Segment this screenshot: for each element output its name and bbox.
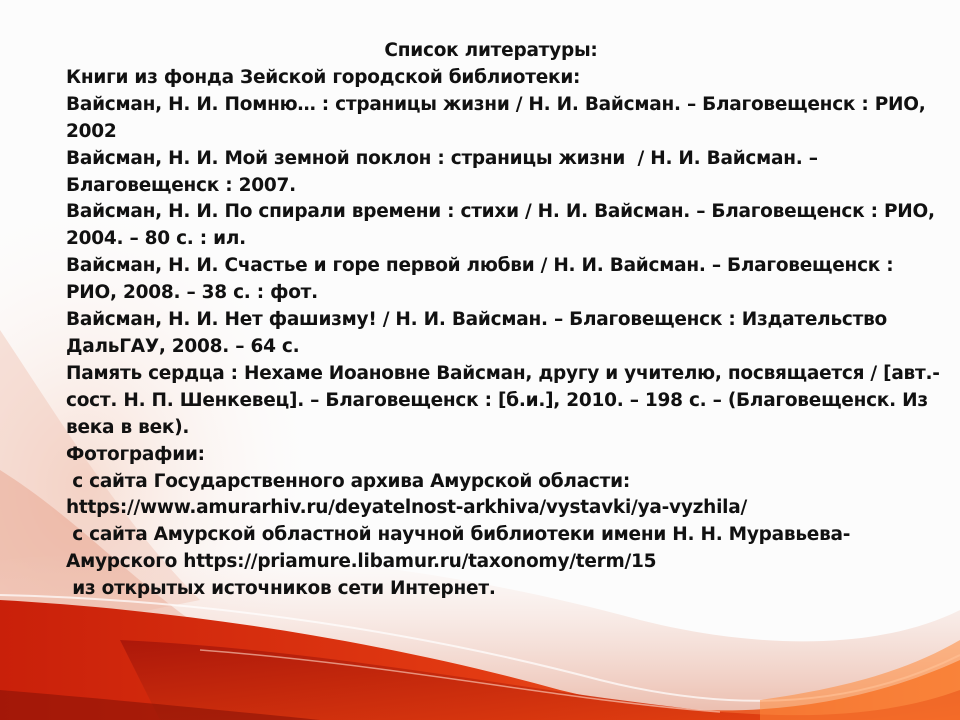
section-heading-books: Книги из фонда Зейской городской библиотеки: bbox=[66, 66, 581, 88]
bibliography-title: Список литературы: bbox=[384, 40, 598, 61]
reference-entry: Память сердца : Нехаме Иоановне Вайсман, другу и учителю, посвящается / [авт.-сост. Н. П. Шенкевец]. – Благовещенск : [б.и.], 2010. – 198 с. – (Благовещенск. Из века в век). bbox=[66, 362, 940, 438]
reference-entry: Вайсман, Н. И. Мой земной поклон : страницы жизни / Н. И. Вайсман. – Благовещенск : 2007. bbox=[66, 147, 824, 196]
photo-source-entry: из открытых источников сети Интернет. bbox=[66, 578, 496, 600]
reference-entry: Вайсман, Н. И. Помню… : страницы жизни / Н. И. Вайсман. – Благовещенск : РИО, 2002 bbox=[66, 93, 932, 142]
photo-source-entry: с сайта Государственного архива Амурской области: https://www.amurarhiv.ru/deyatelnost-arkhiva/vystavki/ya-vyzhila/ bbox=[66, 470, 748, 519]
reference-entry: Вайсман, Н. И. Нет фашизму! / Н. И. Вайсман. – Благовещенск : Издательство ДальГАУ, 2008. – 64 с. bbox=[66, 309, 894, 357]
reference-entry: Вайсман, Н. И. По спирали времени : стихи / Н. И. Вайсман. – Благовещенск : РИО, 2004. – 80 с. : ил. bbox=[66, 201, 941, 250]
section-heading-photos: Фотографии: bbox=[66, 443, 205, 465]
reference-entry: Вайсман, Н. И. Счастье и горе первой любви / Н. И. Вайсман. – Благовещенск : РИО, 2008. – 38 с. : фот. bbox=[66, 255, 900, 304]
bibliography-text bbox=[66, 38, 946, 603]
photo-source-entry: с сайта Амурской областной научной библиотеки имени Н. Н. Муравьева-Амурского https://priamure.libamur.ru/taxonomy/term/15 bbox=[66, 524, 851, 573]
